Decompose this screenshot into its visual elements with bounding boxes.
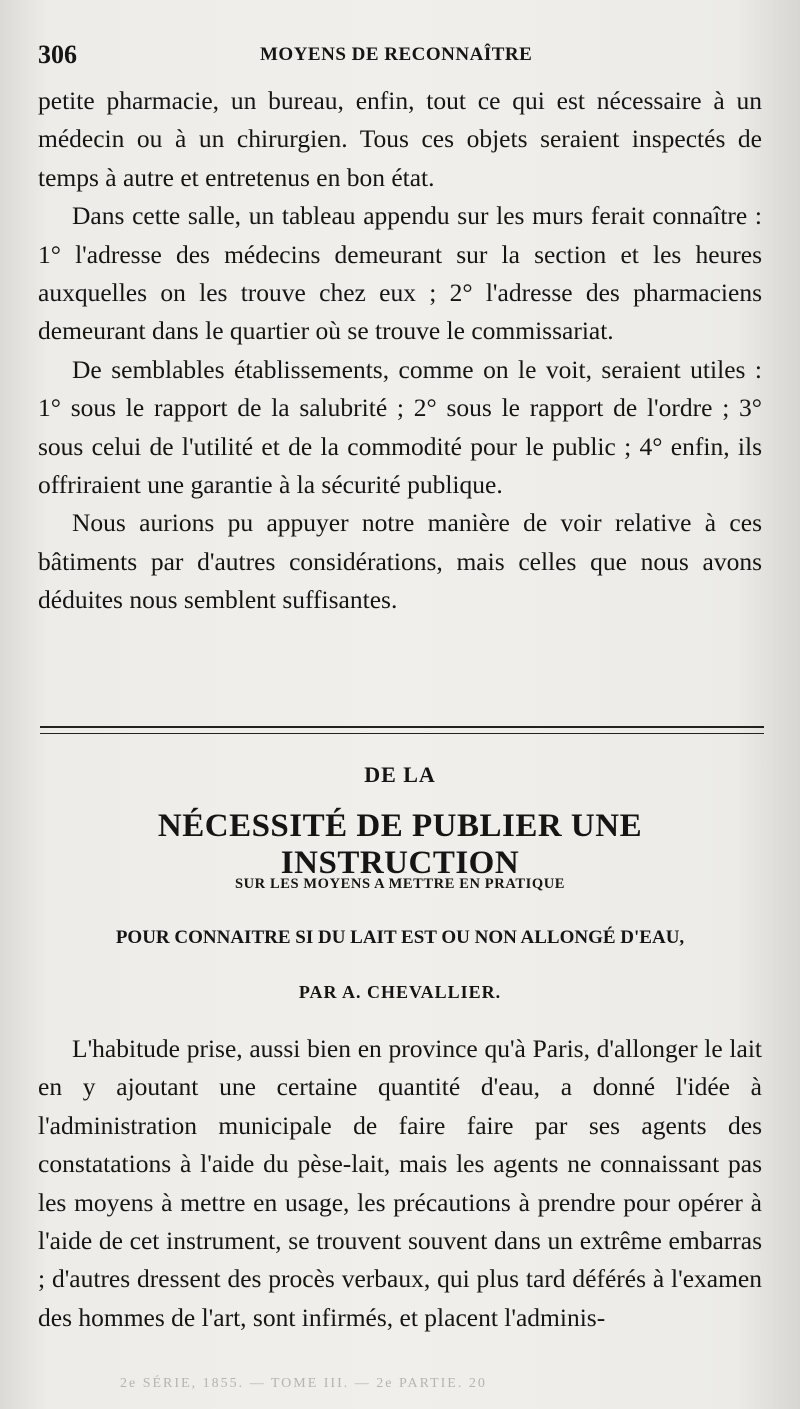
footer-signature: 2e SÉRIE, 1855. — TOME III. — 2e PARTIE. 20 (120, 1376, 487, 1391)
article-subtitle-1: SUR LES MOYENS A METTRE EN PRATIQUE (234, 876, 566, 892)
body-text-top (38, 82, 762, 620)
article-title: NÉCESSITÉ DE PUBLIER UNE INSTRUCTION (157, 808, 643, 881)
paragraph-3: De semblables établissements, comme on le voit, seraient utiles : 1° sous le rapport de la salubrité ; 2° sous le rapport de l'ordre ; 3° sous celui de l'utilité et de la commodité pour le public ; 4° enfin, ils offriraient une garantie à la sécurité publique. (38, 354, 762, 500)
body-text-bottom (38, 1030, 762, 1337)
page-number: 306 (38, 40, 77, 69)
section-rule-top (40, 726, 764, 728)
article-subtitle-2: POUR CONNAITRE SI DU LAIT EST OU NON ALLONGÉ D'EAU, (115, 927, 685, 948)
article-author: PAR A. CHEVALLIER. (298, 982, 502, 1002)
paragraph-1: petite pharmacie, un bureau, enfin, tout ce qui est nécessaire à un médecin ou à un chirurgien. Tous ces objets seraient inspectés de temps à autre et entretenus en bon état. (38, 86, 762, 192)
running-head (38, 40, 762, 70)
paragraph-5: L'habitude prise, aussi bien en province qu'à Paris, d'allonger le lait en y ajoutant une certaine quantité d'eau, a donné l'idée à l'administration municipale de faire faire par ses agents des constatations à l'aide du pèse-lait, mais les agents ne connaissant pas les moyens à mettre en usage, les précautions à prendre pour opérer à l'aide de cet instrument, se trouvent souvent dans un extrême embarras ; d'autres dressent des procès verbaux, qui plus tard déférés à l'examen des hommes de l'art, sont infirmés, et placent l'adminis- (38, 1034, 762, 1332)
running-title: MOYENS DE RECONNAÎTRE (260, 44, 533, 65)
paragraph-4: Nous aurions pu appuyer notre manière de voir relative à ces bâtiments par d'autres considérations, mais celles que nous avons déduites nous semblent suffisantes. (38, 508, 762, 615)
article-prefix: DE LA (364, 762, 436, 787)
section-rule-bottom (40, 733, 764, 734)
paragraph-2: Dans cette salle, un tableau appendu sur les murs ferait connaître : 1° l'adresse des médecins demeurant sur la section et les heures auxquelles on les trouve chez eux ; 2° l'adresse des pharmaciens demeurant dans le quartier où se trouve le commissariat. (38, 201, 762, 346)
